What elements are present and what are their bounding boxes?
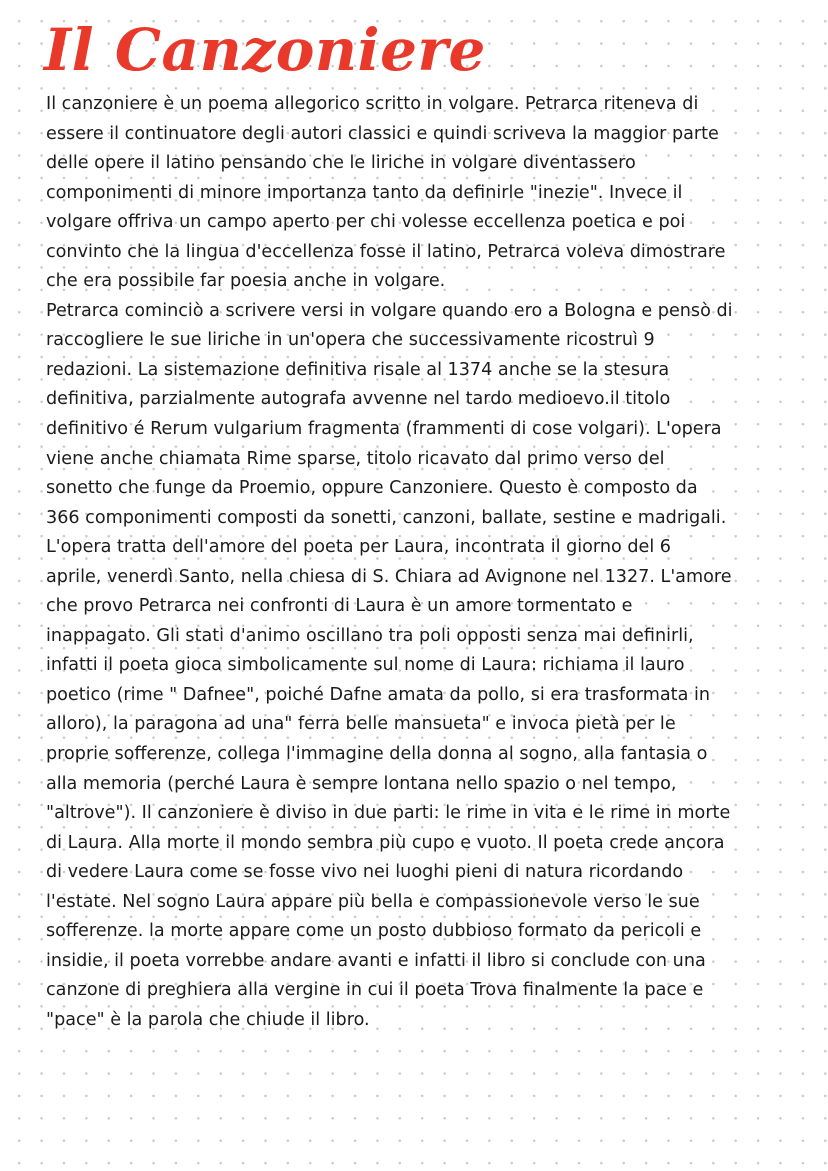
text-line: L'opera tratta dell'amore del poeta per Laura, incontrata il giorno del 6 [46, 537, 671, 558]
page-title: Il Canzoniere [44, 16, 486, 84]
text-line: alla memoria (perché Laura è sempre lontana nello spazio o nel tempo, [46, 773, 677, 794]
text-line: "altrove"). Il canzoniere è diviso in due parti: le rime in vita e le rime in morte [46, 803, 731, 824]
text-line: sonetto che funge da Proemio, oppure Canzoniere. Questo è composto da [46, 478, 698, 499]
text-line: proprie sofferenze, collega l'immagine della donna al sogno, alla fantasia o [46, 744, 708, 765]
text-line: sofferenze. la morte appare come un posto dubbioso formato da pericoli e [46, 921, 702, 942]
text-line: definitivo é Rerum vulgarium fragmenta (frammenti di cose volgari). L'opera [46, 419, 722, 440]
text-line: canzone di preghiera alla vergine in cui il poeta Trova finalmente la pace e [46, 980, 704, 1001]
text-line: poetico (rime " Dafnee", poiché Dafne amata da pollo, si era trasformata in [46, 684, 710, 705]
text-line: insidie, il poeta vorrebbe andare avanti e infatti il libro si conclude con una [46, 950, 706, 971]
text-line: che provo Petrarca nei confronti di Laura è un amore tormentato e [46, 596, 633, 617]
text-line: essere il continuatore degli autori classici e quindi scriveva la maggior parte [46, 123, 719, 144]
text-line: delle opere il latino pensando che le liriche in volgare diventassero [46, 153, 636, 174]
body-text [46, 90, 806, 1036]
text-line: definitiva, parzialmente autografa avvenne nel tardo medioevo.il titolo [46, 389, 671, 410]
text-line: "pace" è la parola che chiude il libro. [46, 1009, 370, 1030]
text-line: viene anche chiamata Rime sparse, titolo ricavato dal primo verso del [46, 448, 665, 469]
text-line: raccogliere le sue liriche in un'opera che successivamente ricostruì 9 [46, 330, 655, 351]
text-line: inappagato. Gli stati d'animo oscillano tra poli opposti senza mai definirli, [46, 625, 694, 646]
text-line: redazioni. La sistemazione definitiva risale al 1374 anche se la stesura [46, 359, 670, 380]
text-line: alloro), la paragona ad una" ferra belle mansueta" e invoca pietà per le [46, 714, 676, 735]
text-line: aprile, venerdì Santo, nella chiesa di S. Chiara ad Avignone nel 1327. L'amore [46, 566, 732, 587]
text-line: l'estate. Nel sogno Laura appare più bella e compassionevole verso le sue [46, 891, 700, 912]
text-line: Il canzoniere è un poema allegorico scritto in volgare. Petrarca riteneva di [46, 94, 699, 114]
text-line: infatti il poeta gioca simbolicamente sul nome di Laura: richiama il lauro [46, 655, 685, 676]
text-line: convinto che la lingua d'eccellenza fosse il latino, Petrarca voleva dimostrare [46, 241, 726, 262]
text-line: che era possibile far poesia anche in volgare. [46, 271, 446, 292]
text-line: Petrarca cominciò a scrivere versi in volgare quando ero a Bologna e pensò di [46, 300, 733, 321]
text-line: di Laura. Alla morte il mondo sembra più cupo e vuoto. Il poeta crede ancora [46, 832, 725, 853]
text-line: componimenti di minore importanza tanto da definirle "inezie". Invece il [46, 182, 683, 203]
text-line: volgare offriva un campo aperto per chi volesse eccellenza poetica e poi [46, 212, 686, 233]
text-line: 366 componimenti composti da sonetti, canzoni, ballate, sestine e madrigali. [46, 507, 727, 528]
text-line: di vedere Laura come se fosse vivo nei luoghi pieni di natura ricordando [46, 862, 684, 883]
